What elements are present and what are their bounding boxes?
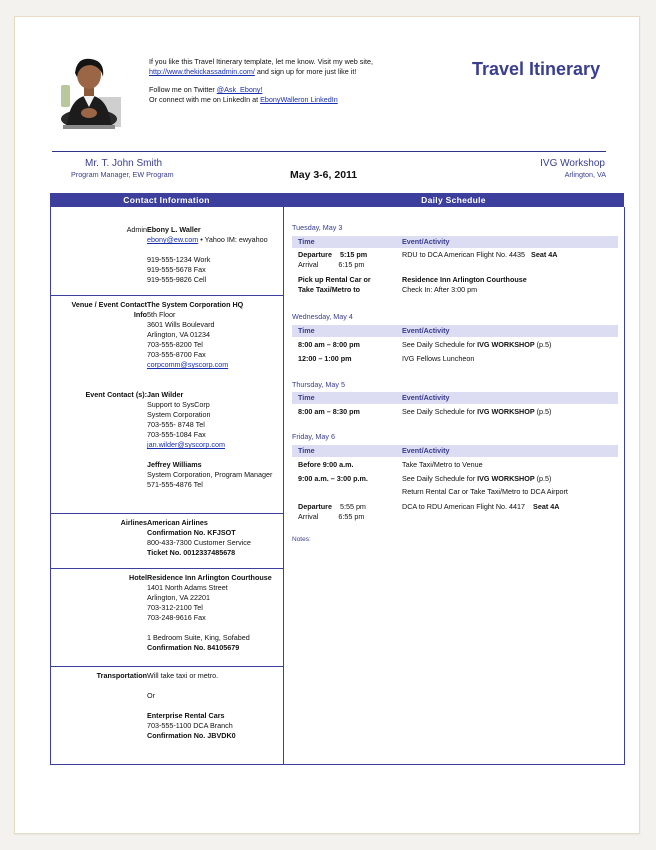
trip-dates: May 3-6, 2011 — [290, 169, 358, 181]
departure-time: 5:15 pm — [339, 250, 368, 259]
traveler-name: Mr. T. John Smith — [85, 158, 163, 169]
airlines-section — [51, 513, 284, 557]
check-in-time: Check In: After 3:00 pm — [402, 285, 478, 294]
arrival-time: 6:55 pm — [338, 512, 365, 521]
time-cell: 12:00 – 1:00 pm — [298, 354, 352, 363]
arrival-time: 6:15 pm — [338, 260, 365, 269]
venue-street: 3601 Wills Boulevard — [147, 320, 215, 329]
hotel-city: Arlington, VA 22201 — [147, 593, 211, 602]
col-activity: Event/Activity — [402, 446, 450, 455]
departure-time: 5:55 pm — [339, 502, 366, 511]
contact-info-column — [50, 207, 284, 765]
flight-info: RDU to DCA American Flight No. 4435 — [402, 250, 526, 259]
notes-label: Notes: — [292, 536, 311, 543]
venue-email[interactable]: corpcomm@syscorp.com — [147, 360, 229, 369]
transport-or: Or — [147, 691, 155, 700]
airline-confirmation: Confirmation No. KFJSOT — [147, 528, 236, 537]
rental-phone: 703-555-1100 DCA Branch — [147, 721, 233, 730]
hotel-label: Hotel — [129, 573, 147, 582]
admin-im: • Yahoo IM: ewyahoo — [198, 235, 268, 244]
avatar — [55, 55, 125, 131]
venue-label-info: Info — [133, 310, 147, 319]
schedule-table-header — [292, 236, 618, 248]
time-cell: 9:00 a.m. – 3:00 p.m. — [298, 474, 368, 483]
page-ref: (p.5) — [534, 407, 552, 416]
day-heading: Tuesday, May 3 — [292, 223, 343, 232]
venue-section — [51, 295, 284, 489]
time-cell: Before 9:00 a.m. — [298, 460, 354, 469]
workshop-name: IVG WORKSHOP — [477, 407, 535, 416]
event-name: IVG Workshop — [540, 158, 605, 169]
page-ref: (p.5) — [534, 474, 552, 483]
admin-email[interactable]: ebony@ew.com — [147, 235, 199, 244]
hotel-confirmation: Confirmation No. 84105679 — [147, 643, 240, 652]
activity-text: See Daily Schedule for — [402, 474, 478, 483]
schedule-table-header — [292, 325, 618, 337]
traveler-role: Program Manager, EW Program — [71, 170, 174, 179]
col-time: Time — [298, 446, 315, 455]
event-contact2-line: System Corporation, Program Manager — [147, 470, 273, 479]
itinerary-page — [14, 16, 640, 834]
linkedin-prefix: Or connect with me on LinkedIn at — [149, 95, 261, 104]
event-contact1-line: 703-555-1084 Fax — [147, 430, 206, 439]
venue-city: Arlington, VA 01234 — [147, 330, 211, 339]
event-contact1-name: Jan Wilder — [147, 390, 184, 399]
venue-floor: 5th Floor — [147, 310, 176, 319]
venue-fax: 703-555-8700 Fax — [147, 350, 206, 359]
event-contact-label: Event Contact (s): — [85, 390, 147, 399]
admin-name: Ebony L. Waller — [147, 225, 201, 234]
seat-info: Seat 4A — [531, 250, 558, 259]
contact-info-band: Contact Information — [50, 193, 283, 207]
event-contact2-name: Jeffrey Williams — [147, 460, 202, 469]
flight-info: DCA to RDU American Flight No. 4417 — [402, 502, 526, 511]
rental-confirmation: Confirmation No. JBVDK0 — [147, 731, 236, 740]
venue-tel: 703-555-8200 Tel — [147, 340, 203, 349]
venue-name: The System Corporation HQ — [147, 300, 244, 309]
intro-block — [149, 57, 409, 105]
activity-text: Return Rental Car or Take Taxi/Metro to DCA Airport — [402, 487, 568, 496]
time-cell: 8:00 am – 8:30 pm — [298, 407, 360, 416]
intro-line2: and sign up for more just like it! — [254, 67, 357, 76]
taxi-label: Take Taxi/Metro to — [298, 285, 361, 294]
twitter-prefix: Follow me on Twitter — [149, 85, 217, 94]
venue-label: Venue / Event Contact — [71, 300, 147, 309]
col-activity: Event/Activity — [402, 326, 450, 335]
event-contact1-line: 703-555- 8748 Tel — [147, 420, 205, 429]
pickup-label: Pick up Rental Car or — [298, 275, 371, 284]
seat-info: Seat 4A — [533, 502, 560, 511]
hotel-section — [51, 568, 284, 652]
departure-label: Departure — [298, 502, 332, 511]
hotel-destination: Residence Inn Arlington Courthouse — [402, 275, 527, 284]
event-contact1-line: Support to SysCorp — [147, 400, 210, 409]
activity-text: IVG Fellows Luncheon — [402, 354, 475, 363]
admin-cell: 919-555-9826 Cell — [147, 275, 207, 284]
schedule-table-header — [292, 392, 618, 404]
day-heading: Friday, May 6 — [292, 432, 336, 441]
hotel-street: 1401 North Adams Street — [147, 583, 228, 592]
departure-label: Departure — [298, 250, 332, 259]
airline-ticket: Ticket No. 0012337485678 — [147, 548, 236, 557]
page-ref: (p.5) — [534, 340, 552, 349]
event-location: Arlington, VA — [564, 170, 606, 179]
activity-text: See Daily Schedule for — [402, 340, 478, 349]
airline-name: American Airlines — [147, 518, 208, 527]
col-time: Time — [298, 326, 315, 335]
transportation-section — [51, 666, 284, 740]
col-activity: Event/Activity — [402, 393, 450, 402]
page-title: Travel Itinerary — [472, 59, 601, 79]
day-heading: Wednesday, May 4 — [292, 312, 353, 321]
event-contact1-line: System Corporation — [147, 410, 211, 419]
admin-phone: 919-555-1234 Work — [147, 255, 211, 264]
transportation-label: Transportation — [96, 671, 147, 680]
website-link[interactable]: http://www.thekickassadmin.com/ — [149, 67, 255, 76]
daily-schedule-column — [283, 207, 625, 765]
airline-phone: 800-433-7300 Customer Service — [147, 538, 251, 547]
day-heading: Thursday, May 5 — [292, 380, 345, 389]
event-contact1-email[interactable]: jan.wilder@syscorp.com — [147, 440, 225, 449]
col-time: Time — [298, 237, 315, 246]
intro-line1: If you like this Travel Itinerary template, let me know. Visit my web site, — [149, 57, 373, 66]
time-cell: 8:00 am – 8:00 pm — [298, 340, 360, 349]
rental-company: Enterprise Rental Cars — [147, 711, 225, 720]
header-divider — [52, 151, 606, 152]
arrival-label: Arrival — [298, 512, 319, 521]
event-contact2-line: 571-555-4876 Tel — [147, 480, 203, 489]
workshop-name: IVG WORKSHOP — [477, 340, 535, 349]
activity-text: Take Taxi/Metro to Venue — [402, 460, 483, 469]
schedule-table-header — [292, 445, 618, 457]
admin-fax: 919-555-5678 Fax — [147, 265, 206, 274]
admin-section — [51, 207, 284, 295]
hotel-room: 1 Bedroom Suite, King, Sofabed — [147, 633, 250, 642]
daily-schedule-band: Daily Schedule — [283, 193, 624, 207]
hotel-name: Residence Inn Arlington Courthouse — [147, 573, 272, 582]
airlines-label: Airlines — [120, 518, 147, 527]
col-time: Time — [298, 393, 315, 402]
transport-note: Will take taxi or metro. — [147, 671, 219, 680]
workshop-name: IVG WORKSHOP — [477, 474, 535, 483]
hotel-fax: 703-248-9616 Fax — [147, 613, 206, 622]
hotel-tel: 703-312-2100 Tel — [147, 603, 203, 612]
col-activity: Event/Activity — [402, 237, 450, 246]
arrival-label: Arrival — [298, 260, 319, 269]
admin-label: Admin — [126, 225, 147, 234]
twitter-link[interactable]: @Ask_Ebony! — [216, 85, 263, 94]
linkedin-link[interactable]: EbonyWalleron LinkedIn — [260, 95, 338, 104]
activity-text: See Daily Schedule for — [402, 407, 478, 416]
